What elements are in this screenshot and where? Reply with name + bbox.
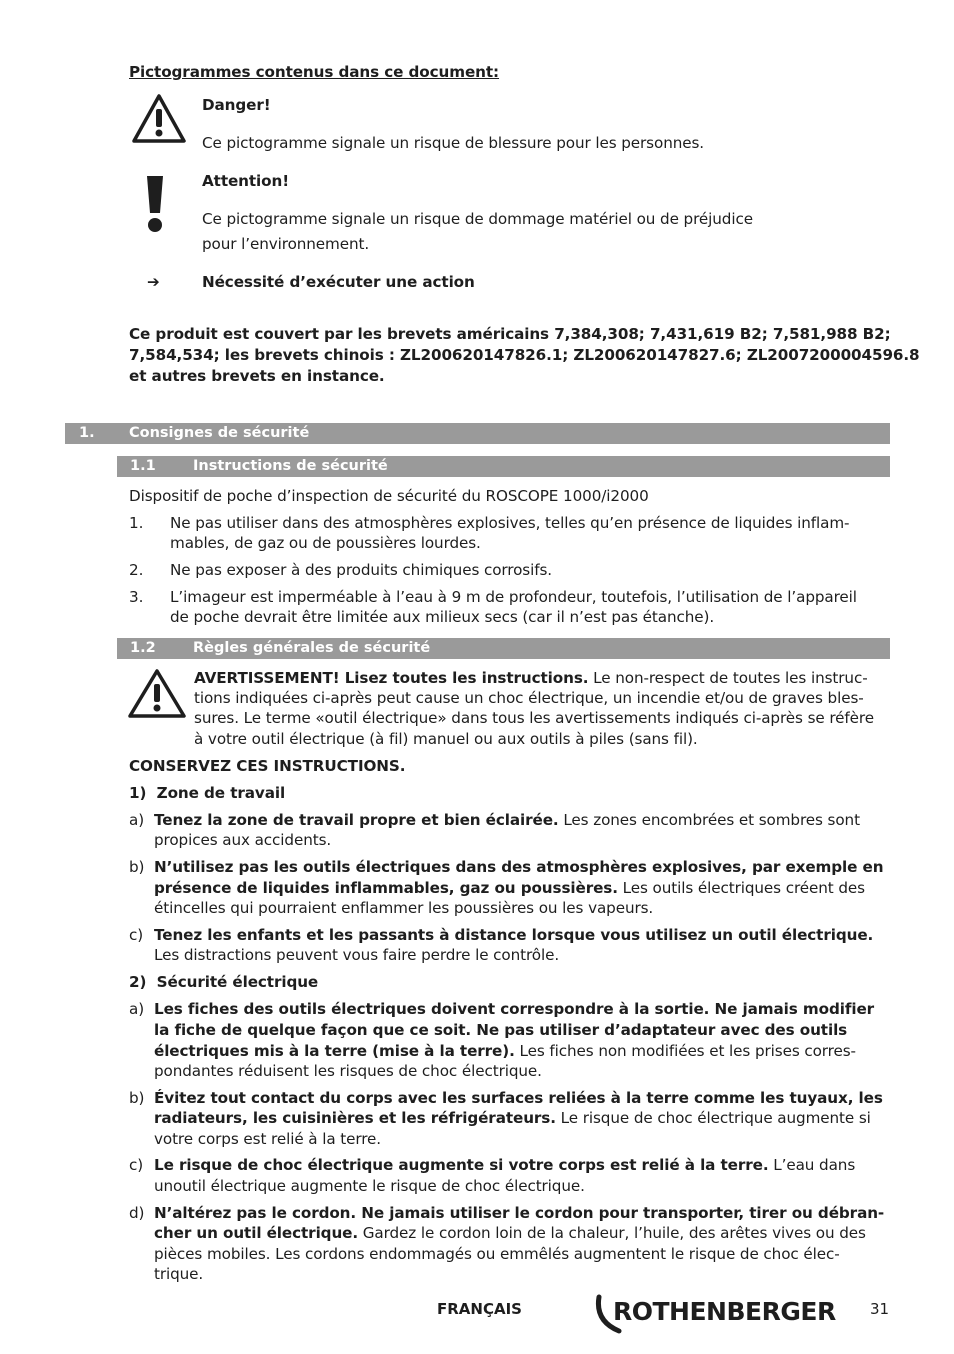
section-1-1-intro: Dispositif de poche d’inspection de sécurité du ROSCOPE 1000/i2000: [129, 487, 649, 505]
electric-heading: 2) Sécurité électrique: [129, 973, 319, 991]
section-1-bar: [65, 423, 890, 444]
zone-a-line2: propices aux accidents.: [154, 831, 332, 849]
list-item-line: Ne pas utiliser dans des atmosphères explosives, telles qu’en présence de liquides inflam-: [170, 514, 850, 532]
action-text: Nécessité d’exécuter une action: [202, 273, 475, 291]
section-1-2-number: 1.2: [130, 640, 156, 656]
patent-line-1: Ce produit est couvert par les brevets américains 7,384,308; 7,431,619 B2; 7,581,988 B2;: [129, 325, 891, 343]
elec-b-line1: Évitez tout contact du corps avec les surfaces reliées à la terre comme les tuyaux, les: [154, 1089, 883, 1107]
section-1-1-bar: [117, 456, 890, 477]
elec-d-line2: [154, 1223, 866, 1244]
zone-a-rest: Les zones encombrées et sombres sont: [558, 811, 860, 829]
list-item-number: 3.: [129, 588, 144, 606]
item-letter: b): [129, 1089, 145, 1107]
warning-line: sures. Le terme «outil électrique» dans tous les avertissements indiqués ci-après se réfère: [194, 709, 874, 727]
danger-triangle-icon: [131, 93, 187, 145]
attention-title: Attention!: [202, 172, 290, 190]
brand-name: ROTHENBERGER: [613, 1297, 836, 1326]
item-letter: c): [129, 926, 144, 944]
section-1-2-bar: [117, 638, 890, 659]
elec-d-rest: Gardez le cordon loin de la chaleur, l’huile, des arêtes vives ou des: [358, 1224, 866, 1242]
elec-a-line3: [154, 1041, 856, 1062]
elec-c-rest: L’eau dans: [768, 1156, 856, 1174]
attention-exclamation-icon: [143, 173, 167, 235]
list-item-number: 1.: [129, 514, 144, 532]
patent-line-3: et autres brevets en instance.: [129, 367, 385, 385]
warning-line-1: [194, 668, 868, 689]
elec-b-line3: votre corps est relié à la terre.: [154, 1130, 382, 1148]
danger-text: Ce pictogramme signale un risque de blessure pour les personnes.: [202, 134, 705, 152]
elec-b-bold: radiateurs, les cuisinières et les réfrigérateurs.: [154, 1109, 556, 1127]
page-number: 31: [870, 1300, 890, 1318]
list-item-line: de poche devrait être limitée aux milieux secs (car il n’est pas étanche).: [170, 608, 715, 626]
zone-a-line1: [154, 810, 860, 831]
list-item-number: 2.: [129, 561, 144, 579]
elec-a-line1: Les fiches des outils électriques doivent correspondre à la sortie. Ne jamais modifier: [154, 1000, 875, 1018]
warning-bold: AVERTISSEMENT! Lisez toutes les instructions.: [194, 669, 589, 687]
elec-a-rest: Les fiches non modifiées et les prises corres-: [514, 1042, 856, 1060]
elec-d-line1: N’altérez pas le cordon. Ne jamais utiliser le cordon pour transporter, tirer ou débran-: [154, 1204, 885, 1222]
elec-d-bold: cher un outil électrique.: [154, 1224, 359, 1242]
keep-instructions: CONSERVEZ CES INSTRUCTIONS.: [129, 757, 406, 775]
item-letter: b): [129, 858, 145, 876]
section-1-title: Consignes de sécurité: [129, 425, 310, 441]
list-item-line: Ne pas exposer à des produits chimiques corrosifs.: [170, 561, 553, 579]
warning-line: à votre outil électrique (à fil) manuel ou aux outils à piles (sans fil).: [194, 730, 698, 748]
warning-line: tions indiquées ci-après peut cause un choc électrique, un incendie et/ou de graves bles-: [194, 689, 864, 707]
section-1-2-title: Règles générales de sécurité: [193, 640, 431, 656]
elec-a-line2: la fiche de quelque façon que ce soit. Ne pas utiliser d’adaptateur avec des outils: [154, 1021, 848, 1039]
section-1-1-number: 1.1: [130, 458, 156, 474]
attention-text-line1: Ce pictogramme signale un risque de dommage matériel ou de préjudice: [202, 210, 753, 228]
zone-c-line2: Les distractions peuvent vous faire perdre le contrôle.: [154, 946, 560, 964]
footer-language: FRANÇAIS: [437, 1300, 522, 1318]
list-item-line: L’imageur est imperméable à l’eau à 9 m de profondeur, toutefois, l’utilisation de l’appareil: [170, 588, 857, 606]
arrow-right-icon: ➔: [147, 273, 160, 291]
warning-rest: Le non-respect de toutes les instruc-: [588, 669, 868, 687]
danger-title: Danger!: [202, 96, 271, 114]
elec-a-line4: pondantes réduisent les risques de choc électrique.: [154, 1062, 542, 1080]
zone-heading: 1) Zone de travail: [129, 784, 286, 802]
section-1-1-title: Instructions de sécurité: [193, 458, 388, 474]
item-letter: a): [129, 1000, 145, 1018]
elec-d-line3: pièces mobiles. Les cordons endommagés ou emmêlés augmentent le risque de choc élec-: [154, 1245, 840, 1263]
zone-b-line3: étincelles qui pourraient enflammer les poussières ou les vapeurs.: [154, 899, 654, 917]
elec-a-bold: électriques mis à la terre (mise à la terre).: [154, 1042, 515, 1060]
attention-text-line2: pour l’environnement.: [202, 235, 370, 253]
zone-b-line1: N’utilisez pas les outils électriques dans des atmosphères explosives, par exemple en: [154, 858, 884, 876]
brand-logo: [593, 1291, 843, 1337]
zone-a-bold: Tenez la zone de travail propre et bien éclairée.: [154, 811, 559, 829]
elec-c-line2: unoutil électrique augmente le risque de choc électrique.: [154, 1177, 585, 1195]
item-letter: d): [129, 1204, 145, 1222]
zone-b-bold: présence de liquides inflammables, gaz ou poussières.: [154, 879, 618, 897]
elec-b-line2: [154, 1108, 871, 1129]
elec-d-line4: trique.: [154, 1265, 204, 1283]
list-item-line: mables, de gaz ou de poussières lourdes.: [170, 534, 481, 552]
zone-c-line1: Tenez les enfants et les passants à distance lorsque vous utilisez un outil électrique.: [154, 926, 874, 944]
item-letter: c): [129, 1156, 144, 1174]
pictograms-heading: Pictogrammes contenus dans ce document:: [129, 63, 500, 81]
elec-c-bold: Le risque de choc électrique augmente si votre corps est relié à la terre.: [154, 1156, 769, 1174]
zone-b-rest: Les outils électriques créent des: [617, 879, 865, 897]
elec-b-rest: Le risque de choc électrique augmente si: [555, 1109, 871, 1127]
warning-triangle-icon: [127, 668, 187, 720]
patent-line-2: 7,584,534; les brevets chinois : ZL200620147826.1; ZL200620147827.6; ZL2007200004596.8: [129, 346, 920, 364]
section-1-number: 1.: [79, 425, 95, 441]
elec-c-line1: [154, 1155, 855, 1176]
item-letter: a): [129, 811, 145, 829]
zone-b-line2: [154, 878, 865, 899]
